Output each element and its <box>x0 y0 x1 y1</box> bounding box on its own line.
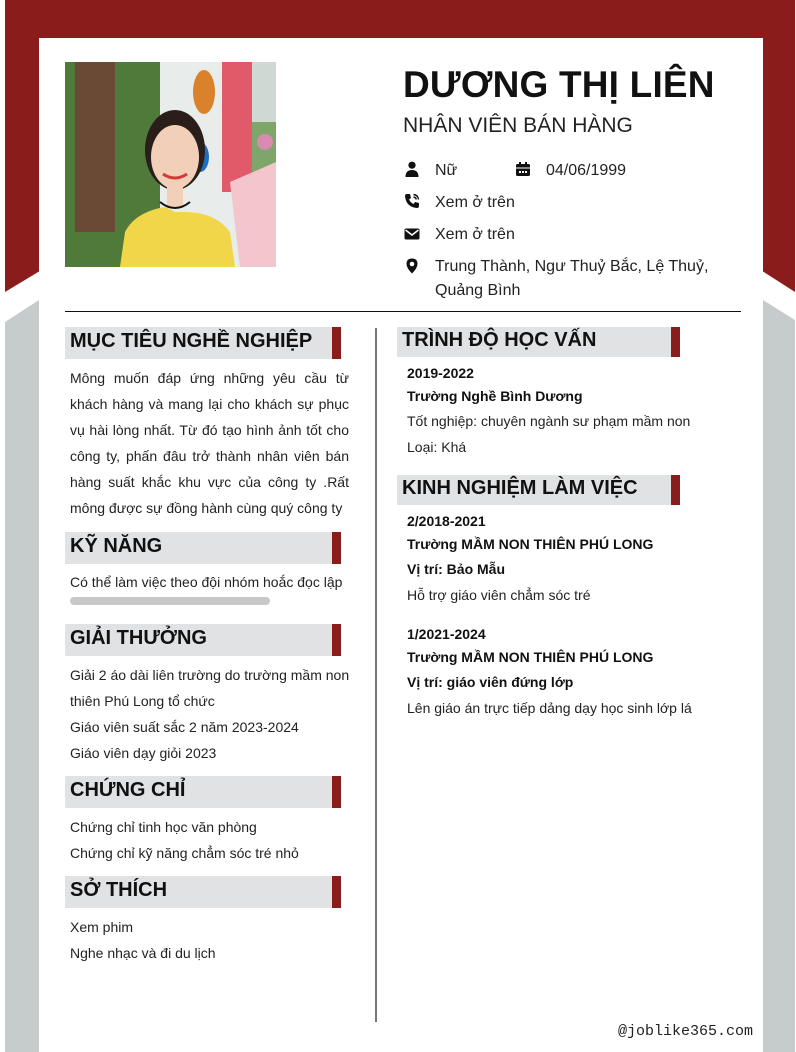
experience-position: Vị trí: giáo viên đứng lớp <box>407 674 574 690</box>
hobby-item: Nghe nhạc và đi du lịch <box>70 945 216 961</box>
experience-company: Trường MẦM NON THIÊN PHÚ LONG <box>407 536 654 552</box>
certificate-item: Chứng chỉ tinh học văn phòng <box>70 819 257 835</box>
header-band-left <box>5 0 39 292</box>
section-header-hobbies <box>65 876 341 908</box>
education-grade: Loại: Khá <box>407 439 467 455</box>
experience-description: Lên giáo án trực tiếp dảng dạy học sinh lớp lá <box>407 700 692 716</box>
section-accent-bar <box>332 876 341 908</box>
side-band-right <box>763 300 795 1052</box>
experience-company: Trường MẦM NON THIÊN PHÚ LONG <box>407 649 654 665</box>
section-accent-bar <box>332 327 341 359</box>
section-header-objective <box>65 327 341 359</box>
email-value: Xem ở trên <box>435 226 515 243</box>
user-icon <box>404 161 420 177</box>
envelope-icon <box>404 226 420 242</box>
section-title: SỞ THÍCH <box>70 879 168 901</box>
education-school: Trường Nghề Bình Dương <box>407 388 583 404</box>
section-header-awards <box>65 624 341 656</box>
calendar-icon <box>515 161 531 177</box>
section-title: KỸ NĂNG <box>70 535 163 557</box>
header-divider <box>65 311 741 312</box>
candidate-name: DƯƠNG THỊ LIÊN <box>403 64 715 105</box>
section-title: GIẢI THƯỞNG <box>70 627 207 649</box>
address-line-1: Trung Thành, Ngư Thuỷ Bắc, Lệ Thuỷ, <box>435 258 709 275</box>
section-header-certificates <box>65 776 341 808</box>
profile-photo <box>65 62 276 267</box>
side-band-left <box>5 300 39 1052</box>
section-accent-bar <box>671 327 680 357</box>
experience-description: Hỗ trợ giáo viên chẳm sóc tré <box>407 587 591 603</box>
column-divider <box>375 328 377 1022</box>
experience-position: Vị trí: Bảo Mẫu <box>407 561 506 577</box>
section-accent-bar <box>332 776 341 808</box>
section-title: MỤC TIÊU NGHỀ NGHIỆP <box>70 330 313 352</box>
experience-period: 1/2021-2024 <box>407 626 486 642</box>
hobby-item: Xem phim <box>70 919 134 935</box>
watermark: @joblike365.com <box>618 1023 754 1040</box>
section-title: TRÌNH ĐỘ HỌC VẤN <box>402 329 597 351</box>
education-detail: Tốt nghiệp: chuyên ngành sư phạm mầm non <box>407 413 691 429</box>
education-period: 2019-2022 <box>407 365 474 381</box>
award-item: Giáo viên suất sắc 2 năm 2023-2024 <box>70 719 299 735</box>
phone-icon <box>404 193 420 209</box>
phone-value: Xem ở trên <box>435 194 515 211</box>
award-item: Giải 2 áo dài liên trường do trường mầm non <box>70 667 350 683</box>
address-line-2: Quảng Bình <box>435 282 521 299</box>
header-band-right <box>763 0 795 292</box>
section-accent-bar <box>332 624 341 656</box>
award-item: thiên Phú Long tổ chức <box>70 693 215 709</box>
header-band-top <box>5 0 795 38</box>
job-title: NHÂN VIÊN BÁN HÀNG <box>403 114 633 137</box>
gender-value: Nữ <box>435 162 458 179</box>
section-title: KINH NGHIỆM LÀM VIỆC <box>402 477 638 499</box>
section-header-skills <box>65 532 341 564</box>
objective-text: Mông muốn đáp ứng những yêu cầu từ khách hàng và mang lại cho khách sự phục vụ hài lòng nhất. Từ đó tạo hình ảnh tốt cho công ty, phấn đâu trở thành nhân viên bán hàng suất khắc khu vực của công ty .Rất mông được sự đồng hành cùng quý công ty <box>70 370 349 516</box>
map-marker-icon <box>404 258 420 274</box>
award-item: Giáo viên dạy giỏi 2023 <box>70 745 217 761</box>
skill-level-bar <box>70 597 270 605</box>
section-header-experience <box>397 475 680 505</box>
section-accent-bar <box>671 475 680 505</box>
birthdate-value: 04/06/1999 <box>546 162 627 179</box>
skill-label: Có thể làm việc theo đội nhóm hoắc đọc lập <box>70 574 343 590</box>
section-title: CHỨNG CHỈ <box>70 779 186 801</box>
section-accent-bar <box>332 532 341 564</box>
certificate-item: Chứng chỉ kỹ năng chẳm sóc tré nhỏ <box>70 845 299 861</box>
experience-period: 2/2018-2021 <box>407 513 486 529</box>
section-header-education <box>397 327 680 357</box>
